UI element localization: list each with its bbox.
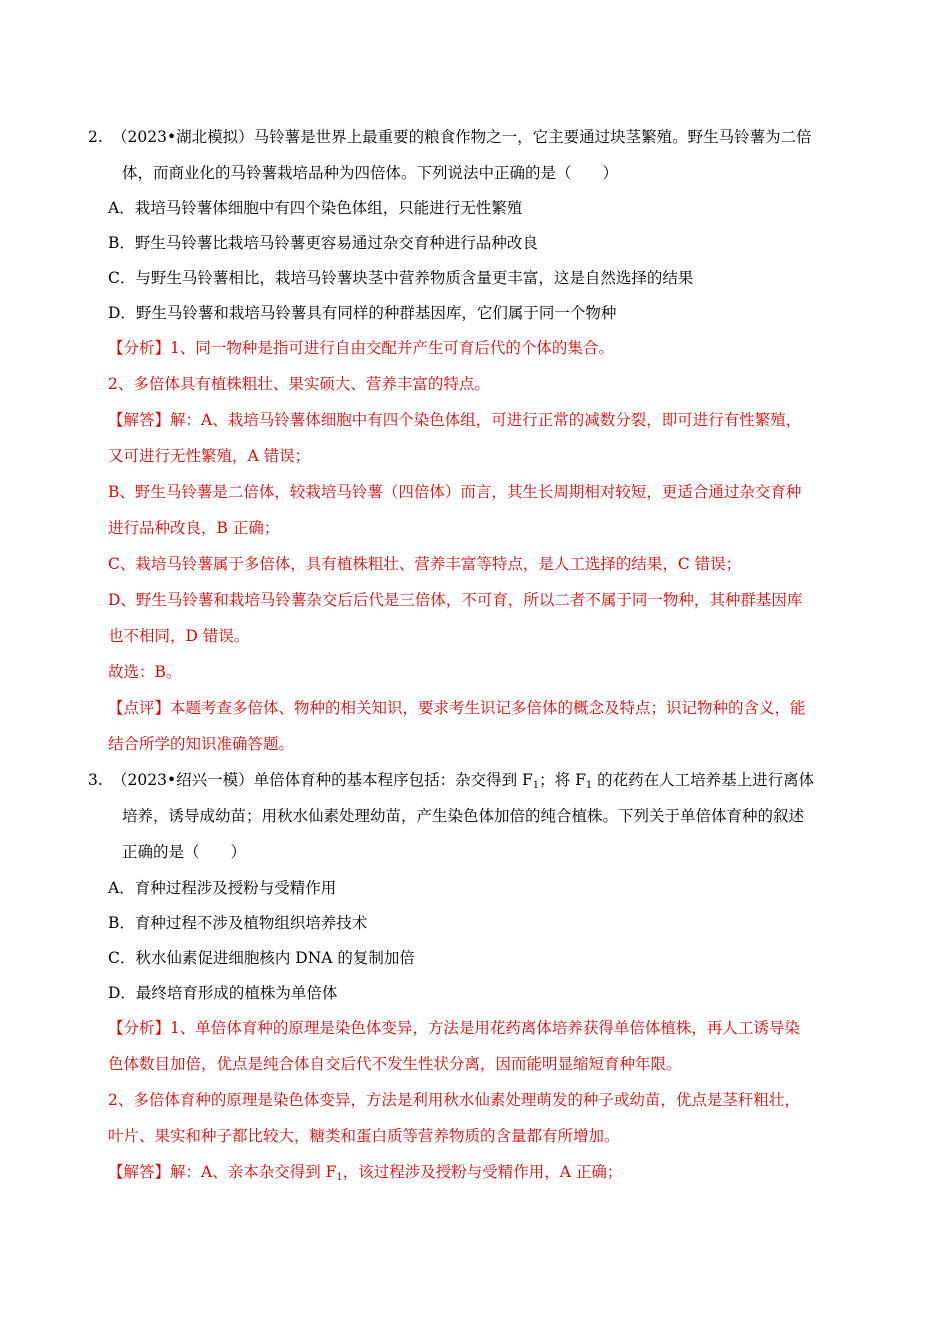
question-3-solution-line-1 [108, 1161, 622, 1183]
question-2-solution-line-1: 【解答】解：A、栽培马铃薯体细胞中有四个染色体组，可进行正常的减数分裂，即可进行有性繁殖， [108, 411, 802, 429]
question-3-option-b: B．育种过程不涉及植物组织培养技术 [108, 914, 368, 932]
question-3-option-c: C．秋水仙素促进细胞核内 DNA 的复制加倍 [108, 949, 415, 967]
question-3-option-d: D．最终培育形成的植株为单倍体 [108, 984, 338, 1002]
question-3-stem-line-2: 培养，诱导成幼苗；用秋水仙素处理幼苗，产生染色体加倍的纯合植株。下列关于单倍体育种的叙述 [122, 807, 805, 825]
question-3-stem-line-1 [112, 769, 814, 791]
question-3-solution-part-a: 【解答】解：A、亲本杂交得到 F [108, 1163, 337, 1181]
subscript-1: 1 [532, 780, 540, 791]
question-3-stem-line-3: 正确的是（ ） [122, 843, 247, 861]
question-2-number: 2. [88, 128, 103, 146]
question-3-stem-part-a: （2023•绍兴一模）单倍体育种的基本程序包括：杂交得到 F [112, 771, 533, 789]
question-2-option-c: C．与野生马铃薯相比，栽培马铃薯块茎中营养物质含量更丰富，这是自然选择的结果 [108, 269, 694, 287]
question-3-stem-part-b: ；将 F [539, 771, 586, 789]
question-2-analysis-line-1: 【分析】1、同一物种是指可进行自由交配并产生可育后代的个体的集合。 [108, 339, 614, 357]
question-2-analysis-line-2: 2、多倍体具有植株粗壮、果实硕大、营养丰富的特点。 [108, 375, 490, 393]
question-3-analysis-line-2: 色体数目加倍，优点是纯合体自交后代不发生性状分离，因而能明显缩短育种年限。 [108, 1055, 682, 1073]
subscript-1: 1 [336, 1172, 343, 1183]
question-2-choice: 故选：B。 [108, 663, 182, 681]
question-2-comment-line-2: 结合所学的知识准确答题。 [108, 735, 295, 753]
question-2-solution-line-7: 也不相同，D 错误。 [108, 627, 250, 645]
subscript-1: 1 [585, 780, 593, 791]
question-3-number: 3. [88, 771, 103, 789]
question-3-analysis-line-1: 【分析】1、单倍体育种的原理是染色体变异，方法是用花药离体培养获得单倍体植株，再人工诱导染 [108, 1019, 800, 1037]
question-2-stem-line-1: （2023•湖北模拟）马铃薯是世界上最重要的粮食作物之一，它主要通过块茎繁殖。野生马铃薯为二倍 [112, 128, 812, 146]
question-3-analysis-line-4: 叶片、果实和种子都比较大，糖类和蛋白质等营养物质的含量都有所增加。 [108, 1127, 620, 1145]
question-3-analysis-line-3: 2、多倍体育种的原理是染色体变异，方法是利用秋水仙素处理萌发的种子或幼苗，优点是茎秆粗壮， [108, 1091, 800, 1109]
question-2-stem-line-2: 体，而商业化的马铃薯栽培品种为四倍体。下列说法中正确的是（ ） [122, 164, 619, 182]
question-3-solution-part-b: ，该过程涉及授粉与受精作用，A 正确； [342, 1163, 623, 1181]
question-2-solution-line-3: B、野生马铃薯是二倍体，较栽培马铃薯（四倍体）而言，其生长周期相对较短，更适合通过杂交育种 [108, 483, 802, 501]
question-2-comment-line-1: 【点评】本题考查多倍体、物种的相关知识，要求考生识记多倍体的概念及特点；识记物种的含义，能 [108, 699, 806, 717]
question-3-stem-part-c: 的花药在人工培养基上进行离体 [592, 771, 815, 789]
question-2-solution-line-5: C、栽培马铃薯属于多倍体，具有植株粗壮、营养丰富等特点，是人工选择的结果，C 错误； [108, 555, 742, 573]
question-2-option-d: D．野生马铃薯和栽培马铃薯具有同样的种群基因库，它们属于同一个物种 [108, 304, 617, 322]
question-2-option-b: B．野生马铃薯比栽培马铃薯更容易通过杂交育种进行品种改良 [108, 234, 538, 252]
question-3-option-a: A．育种过程涉及授粉与受精作用 [108, 879, 337, 897]
question-2-solution-line-2: 又可进行无性繁殖，A 错误； [108, 447, 311, 465]
question-2-option-a: A．栽培马铃薯体细胞中有四个染色体组，只能进行无性繁殖 [108, 199, 523, 217]
question-2-solution-line-6: D、野生马铃薯和栽培马铃薯杂交后后代是三倍体，不可育，所以二者不属于同一物种，其种群基因库 [108, 591, 803, 609]
question-2-solution-line-4: 进行品种改良，B 正确； [108, 519, 280, 537]
